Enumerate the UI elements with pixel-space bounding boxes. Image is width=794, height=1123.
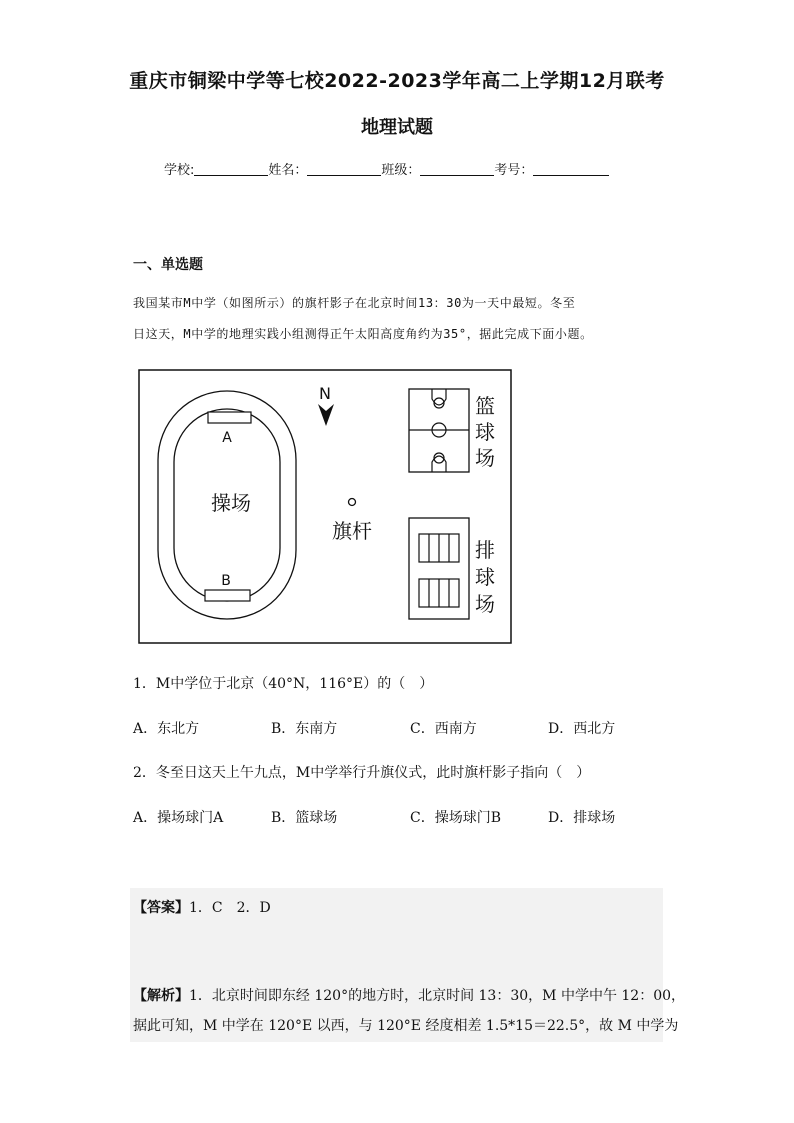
- basketball-label-1: 篮: [475, 394, 495, 418]
- volleyball-label-1: 排: [475, 538, 495, 562]
- question-1-option-c[interactable]: C．西南方: [410, 721, 477, 737]
- north-label: N: [319, 384, 331, 403]
- class-blank[interactable]: [420, 163, 494, 176]
- intro-line-2: 日这天，M中学的地理实践小组测得正午太阳高度角约为35°，据此完成下面小题。: [133, 327, 593, 341]
- school-blank[interactable]: [194, 163, 268, 176]
- answer-line: [133, 897, 271, 917]
- page-subtitle: 地理试题: [361, 117, 433, 138]
- question-2-option-a[interactable]: A．操场球门A: [133, 810, 224, 826]
- question-1-option-b[interactable]: B．东南方: [271, 721, 338, 737]
- basketball-label-3: 场: [475, 446, 495, 470]
- flagpole-marker: [349, 499, 356, 506]
- answer-label: 【答案】: [133, 900, 189, 916]
- analysis-line-1: [133, 985, 685, 1005]
- volleyball-label-3: 场: [475, 592, 495, 616]
- section-heading: 一、单选题: [133, 257, 203, 273]
- question-2-option-b[interactable]: B．篮球场: [271, 810, 338, 826]
- school-label: 学校:: [164, 163, 195, 178]
- flagpole-label: 旗杆: [332, 519, 372, 543]
- analysis-label: 【解析】: [133, 988, 189, 1004]
- intro-line-1: 我国某市M中学（如图所示）的旗杆影子在北京时间13：30为一天中最短。冬至: [133, 296, 576, 310]
- exam-no-blank[interactable]: [533, 163, 609, 176]
- answer-text: 1．C 2．D: [189, 900, 271, 916]
- playground-label: 操场: [211, 491, 251, 515]
- question-1-stem: 1．M中学位于北京（40°N，116°E）的（ ）: [133, 676, 434, 692]
- question-2-stem: 2．冬至日这天上午九点，M中学举行升旗仪式，此时旗杆影子指向（ ）: [133, 765, 591, 781]
- name-label: 姓名：: [268, 163, 308, 178]
- campus-map: [138, 369, 512, 645]
- goal-a-label: A: [222, 430, 232, 446]
- question-1-option-a[interactable]: A．东北方: [133, 721, 200, 737]
- analysis-line-2: 据此可知，M 中学在 120°E 以西，与 120°E 经度相差 1.5*15＝22.5°，故 M 中学为: [133, 1018, 679, 1034]
- volleyball-label-2: 球: [475, 565, 495, 589]
- goal-b: [205, 590, 250, 601]
- student-info-line: [164, 159, 609, 178]
- question-2-option-d[interactable]: D．排球场: [548, 810, 616, 826]
- goal-b-label: B: [221, 573, 231, 589]
- analysis-text-1: 1．北京时间即东经 120°的地方时，北京时间 13：30，M 中学中午 12：00，: [189, 988, 686, 1004]
- question-2-option-c[interactable]: C．操场球门B: [410, 810, 501, 826]
- name-blank[interactable]: [307, 163, 381, 176]
- basketball-label-2: 球: [475, 420, 495, 444]
- question-1-option-d[interactable]: D．西北方: [548, 721, 616, 737]
- page-title: 重庆市铜梁中学等七校2022-2023学年高二上学期12月联考: [129, 70, 665, 92]
- class-label: 班级：: [381, 163, 421, 178]
- exam-no-label: 考号：: [494, 163, 534, 178]
- goal-a: [208, 412, 251, 423]
